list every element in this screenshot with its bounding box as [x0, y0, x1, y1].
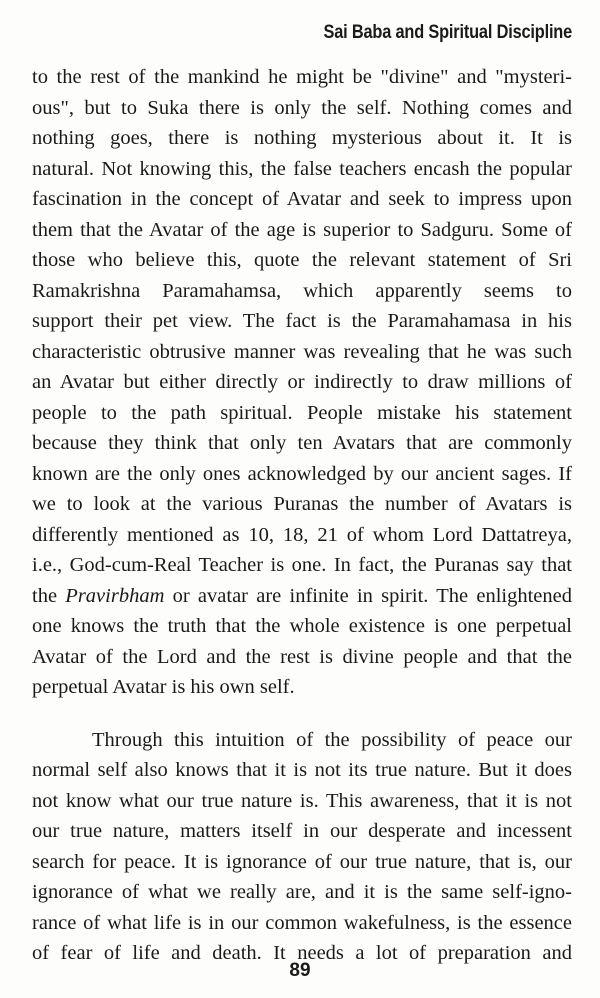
- text-line: not know what our true nature is. This awareness, that it is not: [32, 789, 572, 812]
- text-line: Ramakrishna Paramahamsa, which apparently seems to: [32, 279, 572, 302]
- text-line: ous", but to Suka there is only the self. Nothing comes and: [32, 96, 572, 119]
- text-line: known are the only ones acknowledged by our ancient sages. If: [32, 462, 572, 485]
- text-line: differently mentioned as 10, 18, 21 of whom Lord Dattatreya,: [32, 523, 572, 546]
- text-line: an Avatar but either directly or indirectly to draw millions of: [32, 371, 572, 393]
- text-line: nothing goes, there is nothing mysterious about it. It is: [32, 127, 572, 149]
- text-line-with-italic: [32, 581, 572, 612]
- text-line: we to look at the various Puranas the number of Avatars is: [32, 493, 572, 515]
- italic-term: Pravirbham: [65, 584, 165, 607]
- body-text: [32, 62, 572, 969]
- text-line: our true nature, matters itself in our desperate and incessent: [32, 820, 572, 842]
- text-line: i.e., God-cum-Real Teacher is one. In fact, the Puranas say that: [32, 554, 572, 576]
- text-line: normal self also knows that it is not its true nature. But it does: [32, 759, 572, 781]
- text-fragment: or avatar are infinite in spirit. The enlightened: [164, 584, 573, 607]
- text-line: characteristic obtrusive manner was revealing that he was such: [32, 340, 572, 363]
- running-head: Sai Baba and Spiritual Discipline: [323, 22, 572, 43]
- text-line: search for peace. It is ignorance of our true nature, that is, our: [32, 850, 572, 873]
- text-line: Through this intuition of the possibility of peace our: [92, 728, 572, 751]
- text-line: fascination in the concept of Avatar and seek to impress upon: [32, 188, 572, 210]
- text-line: Avatar of the Lord and the rest is divine people and that the: [32, 645, 572, 668]
- text-line: perpetual Avatar is his own self.: [32, 676, 295, 698]
- text-line: those who believe this, quote the relevant statement of Sri: [32, 249, 572, 271]
- text-line: natural. Not knowing this, the false teachers encash the popular: [32, 157, 572, 180]
- text-line: of fear of life and death. It needs a lot of preparation and: [32, 942, 572, 964]
- text-fragment: the: [32, 584, 66, 607]
- text-line: ignorance of what we really are, and it is the same self-igno-: [32, 881, 572, 903]
- text-line: them that the Avatar of the age is superior to Sadguru. Some of: [32, 218, 572, 241]
- paragraph-gap: [32, 703, 572, 725]
- text-line: people to the path spiritual. People mistake his statement: [32, 401, 572, 424]
- text-line: to the rest of the mankind he might be "divine" and "mysteri-: [32, 66, 572, 88]
- text-line: because they think that only ten Avatars that are commonly: [32, 432, 572, 454]
- text-line: rance of what life is in our common wakefulness, is the essence: [32, 911, 572, 934]
- text-line: support their pet view. The fact is the Paramahamasa in his: [32, 310, 572, 332]
- text-line: one knows the truth that the whole existence is one perpetual: [32, 615, 572, 637]
- page-number: 89: [289, 960, 311, 981]
